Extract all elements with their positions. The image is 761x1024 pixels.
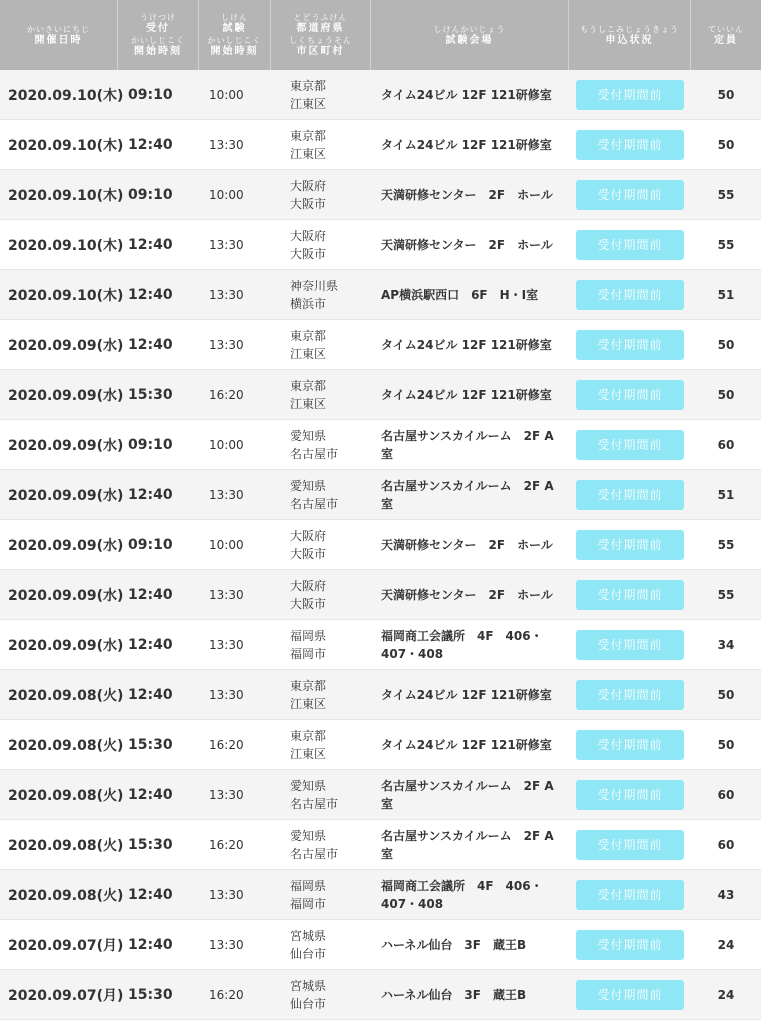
row-exam-time: 13:30 — [209, 687, 244, 702]
row-reception-time: 12:40 — [128, 636, 173, 653]
row-capacity: 24 — [717, 937, 735, 952]
row-city: 江東区 — [290, 96, 327, 111]
row-exam-time: 10:00 — [209, 437, 244, 452]
status-button[interactable]: 受付期間前 — [576, 230, 684, 260]
row-reception-time: 15:30 — [128, 736, 173, 753]
row-venue: タイム24ビル 12F 121研修室 — [381, 687, 552, 702]
row-capacity: 43 — [717, 887, 735, 902]
row-venue: ハーネル仙台 3F 蔵王B — [381, 937, 527, 952]
row-venue: 名古屋サンスカイルーム 2F A室 — [381, 478, 554, 511]
row-status-cell — [569, 730, 691, 760]
row-status-cell — [569, 130, 691, 160]
row-status-cell — [569, 680, 691, 710]
header-status — [569, 0, 691, 70]
row-city: 大阪市 — [290, 246, 327, 261]
header-venue-label: 試験会場 — [445, 34, 494, 46]
table-row — [0, 970, 761, 1020]
row-status-cell — [569, 880, 691, 910]
header-status-ruby: もうしこみじょうきょう — [580, 24, 679, 34]
table-row — [0, 770, 761, 820]
row-exam-time: 13:30 — [209, 637, 244, 652]
header-capacity-label: 定員 — [714, 34, 738, 46]
row-date: 2020.09.09(水) — [8, 337, 124, 354]
row-status-cell — [569, 980, 691, 1010]
row-location — [271, 627, 371, 663]
row-exam-time: 13:30 — [209, 937, 244, 952]
row-status-cell — [569, 80, 691, 110]
row-reception-time: 12:40 — [128, 586, 173, 603]
row-city: 仙台市 — [290, 996, 327, 1011]
row-city: 江東区 — [290, 346, 327, 361]
row-status-cell — [569, 780, 691, 810]
row-location — [271, 927, 371, 963]
table-row — [0, 620, 761, 670]
row-location — [271, 677, 371, 713]
status-button[interactable]: 受付期間前 — [576, 430, 684, 460]
row-prefecture: 福岡県 — [290, 878, 327, 893]
header-prefecture-ruby2: しくちょうそん — [289, 36, 352, 45]
row-capacity: 60 — [717, 437, 735, 452]
table-row — [0, 570, 761, 620]
status-button[interactable]: 受付期間前 — [576, 580, 684, 610]
row-prefecture: 愛知県 — [290, 428, 327, 443]
status-button[interactable]: 受付期間前 — [576, 80, 684, 110]
table-row — [0, 220, 761, 270]
row-location — [271, 127, 371, 163]
row-location — [271, 577, 371, 613]
row-location — [271, 377, 371, 413]
row-status-cell — [569, 380, 691, 410]
row-reception-time: 09:10 — [128, 186, 173, 203]
row-prefecture: 大阪府 — [290, 578, 327, 593]
row-exam-time: 10:00 — [209, 537, 244, 552]
row-location — [271, 527, 371, 563]
status-button[interactable]: 受付期間前 — [576, 280, 684, 310]
row-prefecture: 東京都 — [290, 728, 327, 743]
row-venue: 名古屋サンスカイルーム 2F A室 — [381, 428, 554, 461]
row-capacity: 50 — [717, 387, 735, 402]
row-reception-time: 12:40 — [128, 486, 173, 503]
header-exam-label1: 試験 — [222, 23, 247, 34]
header-status-label: 申込状況 — [605, 34, 654, 46]
row-exam-time: 10:00 — [209, 187, 244, 202]
header-prefecture-ruby1: とどうふけん — [293, 13, 348, 22]
header-reception-ruby1: うけつけ — [140, 13, 176, 22]
row-reception-time: 09:10 — [128, 86, 173, 103]
row-prefecture: 神奈川県 — [290, 278, 339, 293]
row-exam-time: 13:30 — [209, 887, 244, 902]
row-reception-time: 12:40 — [128, 236, 173, 253]
row-exam-time: 13:30 — [209, 237, 244, 252]
header-reception-ruby2: かいしじこく — [131, 36, 185, 45]
row-date: 2020.09.10(木) — [8, 137, 124, 154]
row-reception-time: 12:40 — [128, 886, 173, 903]
row-city: 大阪市 — [290, 596, 327, 611]
row-date: 2020.09.09(水) — [8, 637, 124, 654]
row-city: 大阪市 — [290, 196, 327, 211]
row-exam-time: 13:30 — [209, 137, 244, 152]
status-button[interactable]: 受付期間前 — [576, 480, 684, 510]
table-row — [0, 820, 761, 870]
header-prefecture — [271, 0, 371, 70]
status-button[interactable]: 受付期間前 — [576, 530, 684, 560]
row-date: 2020.09.08(火) — [8, 837, 124, 854]
row-status-cell — [569, 180, 691, 210]
row-date: 2020.09.09(水) — [8, 387, 124, 404]
row-capacity: 55 — [717, 537, 735, 552]
row-venue: 名古屋サンスカイルーム 2F A室 — [381, 828, 554, 861]
row-reception-time: 12:40 — [128, 936, 173, 953]
row-status-cell — [569, 230, 691, 260]
row-prefecture: 東京都 — [290, 328, 327, 343]
row-date: 2020.09.08(火) — [8, 787, 124, 804]
row-city: 名古屋市 — [290, 446, 339, 461]
row-capacity: 60 — [717, 837, 735, 852]
row-status-cell — [569, 430, 691, 460]
table-body — [0, 70, 761, 1020]
header-venue-ruby: しけんかいじょう — [433, 24, 506, 34]
row-date: 2020.09.09(水) — [8, 437, 124, 454]
row-venue: 福岡商工会議所 4F 406・407・408 — [381, 628, 543, 661]
row-exam-time: 13:30 — [209, 787, 244, 802]
header-exam-ruby2: かいしじこく — [207, 36, 262, 45]
header-date-ruby: かいさいにちじ — [27, 24, 90, 34]
row-location — [271, 877, 371, 913]
row-location — [271, 477, 371, 513]
table-row — [0, 370, 761, 420]
status-button[interactable]: 受付期間前 — [576, 330, 684, 360]
table-row — [0, 170, 761, 220]
row-venue: タイム24ビル 12F 121研修室 — [381, 387, 552, 402]
row-exam-time: 13:30 — [209, 287, 244, 302]
table-row — [0, 420, 761, 470]
row-venue: タイム24ビル 12F 121研修室 — [381, 137, 552, 152]
status-button[interactable]: 受付期間前 — [576, 680, 684, 710]
row-location — [271, 427, 371, 463]
row-reception-time: 15:30 — [128, 836, 173, 853]
row-venue: AP横浜駅西口 6F H・I室 — [381, 287, 539, 302]
row-capacity: 24 — [717, 987, 735, 1002]
row-capacity: 55 — [717, 587, 735, 602]
row-city: 名古屋市 — [290, 496, 339, 511]
row-date: 2020.09.10(木) — [8, 187, 124, 204]
row-prefecture: 大阪府 — [290, 528, 327, 543]
row-capacity: 51 — [717, 487, 735, 502]
row-city: 江東区 — [290, 396, 327, 411]
row-date: 2020.09.09(水) — [8, 587, 124, 604]
row-date: 2020.09.08(火) — [8, 687, 124, 704]
row-reception-time: 09:10 — [128, 536, 173, 553]
table-row — [0, 470, 761, 520]
status-button[interactable]: 受付期間前 — [576, 730, 684, 760]
row-location — [271, 177, 371, 213]
row-prefecture: 宮城県 — [290, 928, 327, 943]
row-status-cell — [569, 630, 691, 660]
row-location — [271, 77, 371, 113]
header-date-label: 開催日時 — [34, 34, 83, 46]
table-row — [0, 670, 761, 720]
row-date: 2020.09.08(火) — [8, 887, 124, 904]
row-location — [271, 827, 371, 863]
header-exam — [199, 0, 271, 70]
row-capacity: 50 — [717, 737, 735, 752]
row-prefecture: 宮城県 — [290, 978, 327, 993]
row-prefecture: 東京都 — [290, 678, 327, 693]
header-venue — [371, 0, 569, 70]
row-date: 2020.09.09(水) — [8, 537, 124, 554]
row-exam-time: 13:30 — [209, 587, 244, 602]
table-header — [0, 0, 761, 70]
table-row — [0, 720, 761, 770]
row-reception-time: 15:30 — [128, 986, 173, 1003]
row-exam-time: 10:00 — [209, 87, 244, 102]
row-reception-time: 12:40 — [128, 786, 173, 803]
row-venue: 名古屋サンスカイルーム 2F A室 — [381, 778, 554, 811]
row-reception-time: 12:40 — [128, 336, 173, 353]
row-prefecture: 愛知県 — [290, 828, 327, 843]
header-prefecture-label2: 市区町村 — [296, 46, 345, 57]
row-reception-time: 12:40 — [128, 286, 173, 303]
row-venue: タイム24ビル 12F 121研修室 — [381, 337, 552, 352]
table-row — [0, 520, 761, 570]
header-capacity-ruby: ていいん — [708, 24, 744, 34]
row-date: 2020.09.10(木) — [8, 237, 124, 254]
row-venue: 天満研修センター 2F ホール — [381, 237, 553, 252]
row-capacity: 50 — [717, 87, 735, 102]
row-prefecture: 大阪府 — [290, 178, 327, 193]
row-date: 2020.09.07(月) — [8, 937, 124, 954]
row-location — [271, 327, 371, 363]
row-venue: 天満研修センター 2F ホール — [381, 587, 553, 602]
row-venue: タイム24ビル 12F 121研修室 — [381, 737, 552, 752]
row-city: 福岡市 — [290, 896, 327, 911]
row-prefecture: 愛知県 — [290, 478, 327, 493]
row-reception-time: 15:30 — [128, 386, 173, 403]
header-reception-label1: 受付 — [146, 23, 170, 34]
table-row — [0, 270, 761, 320]
row-capacity: 34 — [717, 637, 735, 652]
row-status-cell — [569, 930, 691, 960]
row-prefecture: 愛知県 — [290, 778, 327, 793]
row-capacity: 50 — [717, 137, 735, 152]
row-date: 2020.09.09(水) — [8, 487, 124, 504]
row-location — [271, 727, 371, 763]
table-row — [0, 920, 761, 970]
row-capacity: 50 — [717, 687, 735, 702]
row-location — [271, 227, 371, 263]
row-capacity: 51 — [717, 287, 735, 302]
row-capacity: 55 — [717, 187, 735, 202]
table-row — [0, 120, 761, 170]
status-button[interactable]: 受付期間前 — [576, 930, 684, 960]
status-button[interactable]: 受付期間前 — [576, 380, 684, 410]
status-button[interactable]: 受付期間前 — [576, 130, 684, 160]
row-date: 2020.09.07(月) — [8, 987, 124, 1004]
row-venue: 天満研修センター 2F ホール — [381, 187, 553, 202]
header-exam-label2: 開始時刻 — [210, 46, 259, 57]
row-prefecture: 東京都 — [290, 378, 327, 393]
table-row — [0, 70, 761, 120]
row-venue: 天満研修センター 2F ホール — [381, 537, 553, 552]
header-prefecture-label1: 都道府県 — [296, 23, 345, 34]
row-city: 仙台市 — [290, 946, 327, 961]
header-reception-label2: 開始時刻 — [134, 46, 182, 57]
row-location — [271, 977, 371, 1013]
row-exam-time: 13:30 — [209, 487, 244, 502]
row-exam-time: 16:20 — [209, 737, 244, 752]
row-exam-time: 13:30 — [209, 337, 244, 352]
header-exam-ruby1: しけん — [221, 13, 248, 22]
row-venue: 福岡商工会議所 4F 406・407・408 — [381, 878, 543, 911]
status-button[interactable]: 受付期間前 — [576, 180, 684, 210]
status-button[interactable]: 受付期間前 — [576, 830, 684, 860]
row-exam-time: 16:20 — [209, 837, 244, 852]
row-city: 江東区 — [290, 146, 327, 161]
header-date — [0, 0, 118, 70]
row-prefecture: 福岡県 — [290, 628, 327, 643]
row-reception-time: 09:10 — [128, 436, 173, 453]
row-status-cell — [569, 480, 691, 510]
row-status-cell — [569, 330, 691, 360]
row-city: 江東区 — [290, 696, 327, 711]
status-button[interactable]: 受付期間前 — [576, 780, 684, 810]
header-reception — [118, 0, 199, 70]
row-city: 福岡市 — [290, 646, 327, 661]
row-reception-time: 12:40 — [128, 686, 173, 703]
table-row — [0, 320, 761, 370]
row-capacity: 50 — [717, 337, 735, 352]
row-location — [271, 777, 371, 813]
row-venue: タイム24ビル 12F 121研修室 — [381, 87, 552, 102]
row-city: 大阪市 — [290, 546, 327, 561]
status-button[interactable]: 受付期間前 — [576, 980, 684, 1010]
row-location — [271, 277, 371, 313]
row-prefecture: 東京都 — [290, 128, 327, 143]
row-city: 横浜市 — [290, 296, 327, 311]
row-status-cell — [569, 280, 691, 310]
row-city: 江東区 — [290, 746, 327, 761]
row-date: 2020.09.10(木) — [8, 287, 124, 304]
row-venue: ハーネル仙台 3F 蔵王B — [381, 987, 527, 1002]
row-city: 名古屋市 — [290, 846, 339, 861]
row-prefecture: 大阪府 — [290, 228, 327, 243]
table-row — [0, 870, 761, 920]
row-exam-time: 16:20 — [209, 987, 244, 1002]
status-button[interactable]: 受付期間前 — [576, 880, 684, 910]
status-button[interactable]: 受付期間前 — [576, 630, 684, 660]
row-city: 名古屋市 — [290, 796, 339, 811]
row-exam-time: 16:20 — [209, 387, 244, 402]
row-status-cell — [569, 830, 691, 860]
row-prefecture: 東京都 — [290, 78, 327, 93]
row-capacity: 60 — [717, 787, 735, 802]
row-date: 2020.09.08(火) — [8, 737, 124, 754]
row-status-cell — [569, 530, 691, 560]
row-capacity: 55 — [717, 237, 735, 252]
header-capacity — [691, 0, 761, 70]
row-date: 2020.09.10(木) — [8, 87, 124, 104]
row-status-cell — [569, 580, 691, 610]
row-reception-time: 12:40 — [128, 136, 173, 153]
